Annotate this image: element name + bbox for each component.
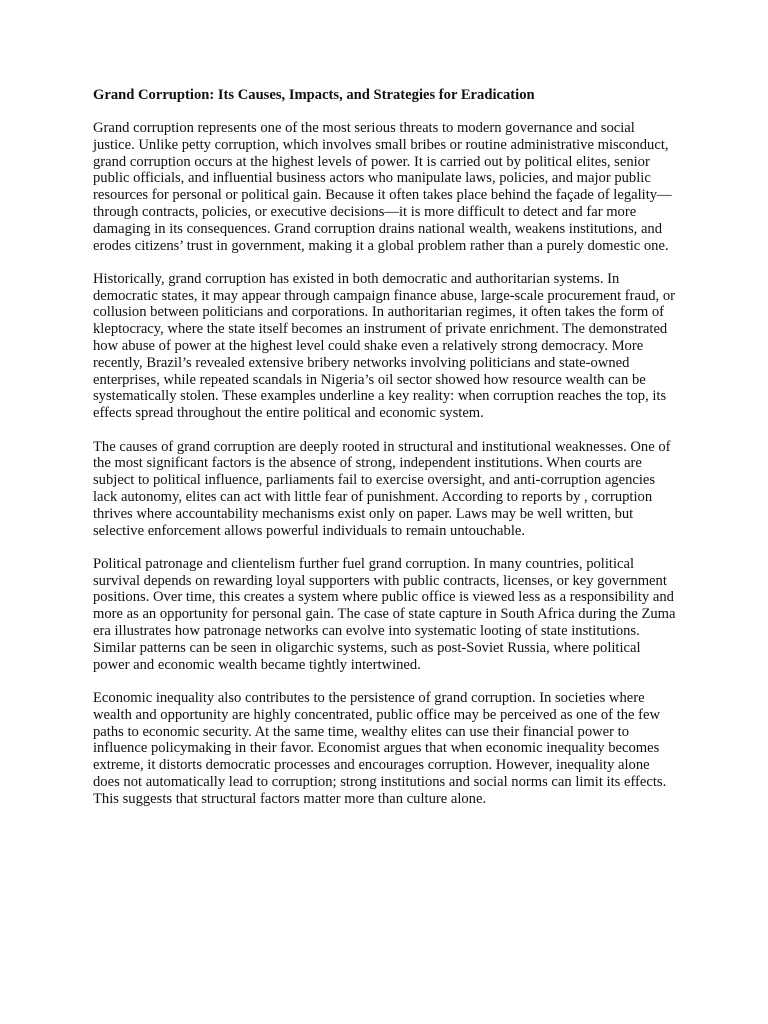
paragraph-patronage: Political patronage and clientelism further fuel grand corruption. In many countries, political survival depends on rewarding loyal supporters with public contracts, licenses, or key government positions. Over time, this creates a system where public office is viewed less as a responsibility and more as an opportunity for personal gain. The case of state capture in South Africa during the Zuma era illustrates how patronage networks can evolve into systematic looting of state institutions. Similar patterns can be seen in oligarchic systems, such as post-Soviet Russia, where political power and economic wealth became tightly intertwined. xyxy=(93,555,676,673)
paragraph-intro: Grand corruption represents one of the most serious threats to modern governance and social justice. Unlike petty corruption, which involves small bribes or routine administrative misconduct, grand corruption occurs at the highest levels of power. It is carried out by political elites, senior public officials, and influential business actors who manipulate laws, policies, and major public resources for personal or political gain. Because it often takes place behind the façade of legality—through contracts, policies, or executive decisions—it is more difficult to detect and far more damaging in its consequences. Grand corruption drains national wealth, weakens institutions, and erodes citizens’ trust in government, making it a global problem rather than a purely domestic one. xyxy=(93,120,672,254)
paragraph-inequality: Economic inequality also contributes to the persistence of grand corruption. In societies where wealth and opportunity are highly concentrated, public office may be perceived as one of the few paths to economic security. At the same time, wealthy elites can use their financial power to influence policymaking in their favor. Economist argues that when economic inequality becomes extreme, it distorts democratic processes and encourages corruption. However, inequality alone does not automatically lead to corruption; strong institutions and social norms can limit its effects. This suggests that structural factors matter more than culture alone. xyxy=(93,689,667,807)
paragraph-causes: The causes of grand corruption are deeply rooted in structural and institutional weaknesses. One of the most significant factors is the absence of strong, independent institutions. When courts are subject to political influence, parliaments fail to exercise oversight, and anti-corruption agencies lack autonomy, elites can act with little fear of punishment. According to reports by , corruption thrives where accountability mechanisms exist only on paper. Laws may be well written, but selective enforcement allows powerful individuals to remain untouchable. xyxy=(93,438,671,539)
document-page xyxy=(93,87,678,824)
paragraph-history: Historically, grand corruption has existed in both democratic and authoritarian systems. In democratic states, it may appear through campaign finance abuse, large-scale procurement fraud, or collusion between politicians and corporations. In authoritarian regimes, it often takes the form of kleptocracy, where the state itself becomes an instrument of private enrichment. The demonstrated how abuse of power at the highest level could shake even a relatively strong democracy. More recently, Brazil’s revealed extensive bribery networks involving politicians and state-owned enterprises, while repeated scandals in Nigeria’s oil sector showed how resource wealth can be systematically stolen. These examples underline a key reality: when corruption reaches the top, its effects spread throughout the entire political and economic system. xyxy=(93,270,676,422)
document-title: Grand Corruption: Its Causes, Impacts, and Strategies for Eradication xyxy=(93,87,535,103)
